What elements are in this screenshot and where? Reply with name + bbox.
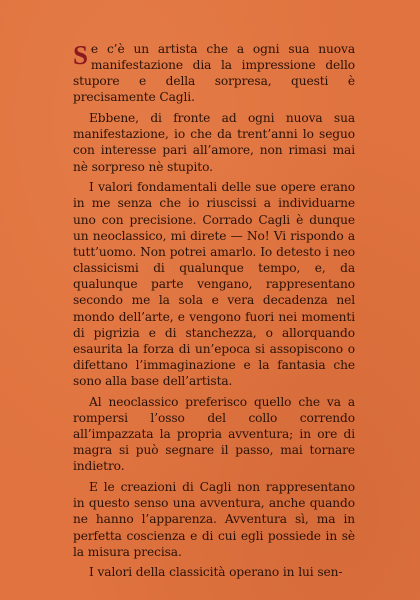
paragraph-1 xyxy=(73,41,355,106)
paragraph-2: Ebbene, di fronte ad ogni nuova sua manifestazione, io che da trent’anni lo seguo con interesse pari all’amore, non rimasi mai nè sorpreso nè stupito. xyxy=(73,111,355,174)
body-text xyxy=(73,41,355,585)
paragraph-6: I valori della classicità operano in lui sen- xyxy=(89,565,343,580)
paragraph-3: I valori fondamentali delle sue opere erano in me senza che io riuscissi a individuarne uno con precisione. Corrado Cagli è dunque un neoclassico, mi direte — No! Vi rispondo a tutt’uomo. Non potrei amarlo. Io detesto i neo classicismi di qualunque tempo, e, da qualunque parte vengano, rappresentano secondo me la sola e vera decadenza nel mondo dell’arte, e vengono fuori nei momenti di pigrizia e di stanchezza, o allorquando esaurita la forza di un’epoca si assopiscono o difettano l’immaginazione e la fantasia che sono alla base dell’artista. xyxy=(73,180,355,389)
drop-cap: S xyxy=(73,40,88,70)
paragraph-4: Al neoclassico preferisco quello che va a rompersi l’osso del collo correndo all’impazzata la propria avventura; in ore di magra si può segnare il passo, mai tornare indietro. xyxy=(73,394,355,474)
paragraph-1-text: e c’è un artista che a ogni sua nuova manifestazione dia la impressione dello stupore e della sorpresa, questi è precisamente Cagli. xyxy=(73,42,355,105)
paragraph-5: E le creazioni di Cagli non rappresentano in questo senso una avventura, anche quando ne hanno l’apparenza. Avventura sì, ma in perfetta coscienza e di cui egli possiede in sè la misura precisa. xyxy=(73,480,355,559)
